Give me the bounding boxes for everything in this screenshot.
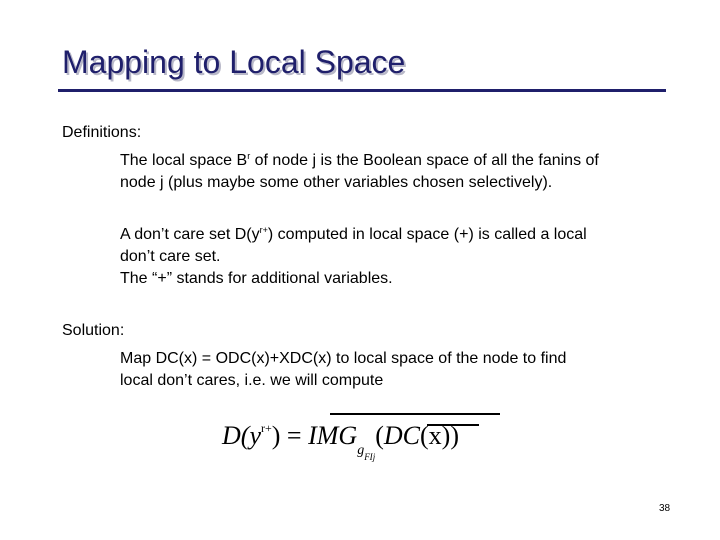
definition-line-1-end: of node j is the Boolean space of all the fanins of (250, 152, 599, 169)
definition-local-space (120, 150, 599, 194)
solution-text (120, 348, 566, 392)
local-dont-care-formula (222, 405, 522, 475)
formula-lhs-fn: D( (222, 421, 250, 450)
dont-care-line-2: don’t care set. (120, 248, 221, 265)
definition-dont-care (120, 224, 587, 290)
complement-bar-outer (330, 413, 500, 415)
plus-explanation: The “+” stands for additional variables. (120, 270, 393, 287)
formula-sub-j: j (372, 452, 376, 462)
formula-img: IMG (308, 421, 358, 450)
definitions-label: Definitions: (62, 124, 142, 141)
formula-close-paren: ) (450, 421, 459, 450)
formula-dc-arg: (x) (420, 421, 451, 450)
dont-care-line-1-start: A don’t care set D(y (120, 226, 260, 243)
formula-open-paren: ( (375, 421, 384, 450)
definition-line-1 (120, 150, 599, 172)
title-underline (58, 89, 666, 92)
formula-equals: = (280, 421, 309, 450)
formula-dc: DC (383, 421, 420, 450)
dont-care-line-1 (120, 224, 587, 246)
formula-lhs-close: ) (271, 421, 281, 450)
formula-row (222, 421, 459, 462)
solution-line-1: Map DC(x) = ODC(x)+XDC(x) to local space of the node to find (120, 350, 567, 367)
dont-care-line-1-end: ) computed in local space (+) is called a local (267, 226, 587, 243)
slide-title: Mapping to Local Space (62, 44, 406, 80)
formula-lhs-sup: r+ (260, 421, 272, 435)
solution-label: Solution: (62, 322, 125, 339)
solution-line-2: local don’t cares, i.e. we will compute (120, 372, 384, 389)
formula-lhs-var: y (249, 421, 261, 450)
definition-line-2: node j (plus maybe some other variables chosen selectively). (120, 174, 553, 191)
formula-sub-g: g (357, 443, 365, 458)
definition-line-1-superscript: r (247, 151, 251, 161)
page-number: 38 (659, 503, 671, 514)
definition-line-1-start: The local space B (120, 152, 248, 169)
dont-care-line-1-superscript: r+ (259, 225, 268, 235)
formula-sub-fi: FI (364, 452, 373, 462)
